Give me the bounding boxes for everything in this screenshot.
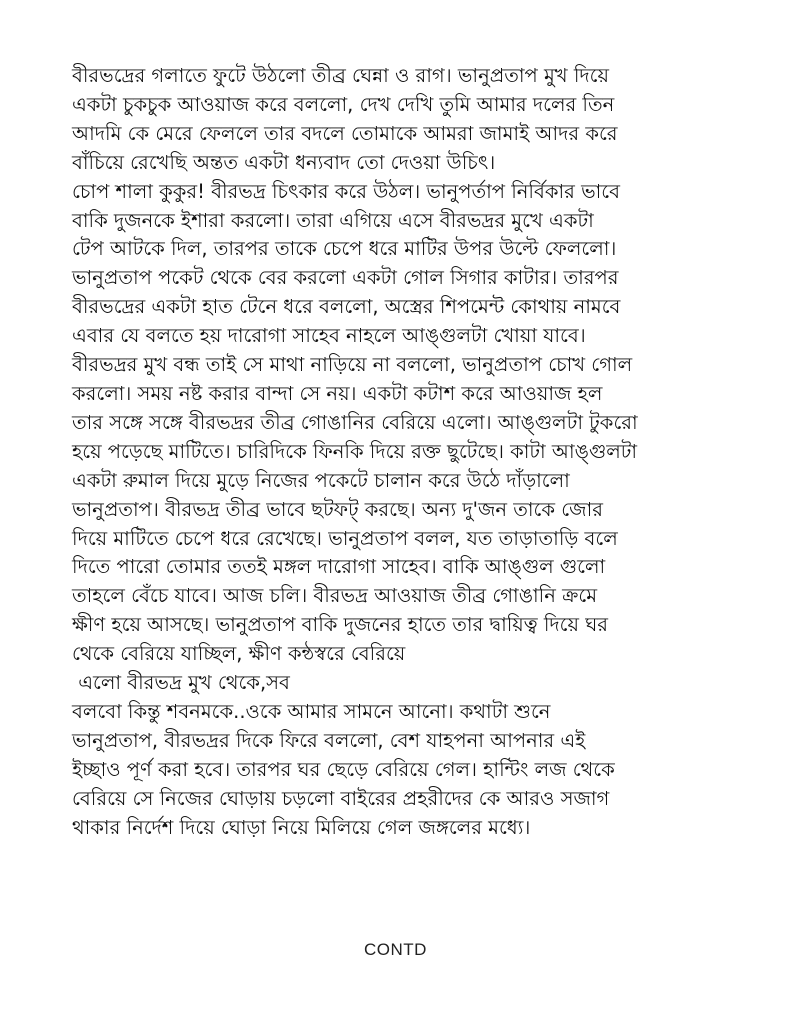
text-line: বলবো কিন্তু শবনমকে..ওকে আমার সামনে আনো। কথাটা শুনে bbox=[72, 699, 551, 723]
text-line: দিয়ে মাটিতে চেপে ধরে রেখেছে। ভানুপ্রতাপ বলল, যত তাড়াতাড়ি বলে bbox=[72, 526, 618, 550]
text-line: তার সঙ্গে সঙ্গে বীরভদ্রর তীব্র গোঙানির বেরিয়ে এলো। আঙ্গুলটা টুকরো bbox=[72, 410, 638, 434]
text-line: ক্ষীণ হয়ে আসছে। ভানুপ্রতাপ বাকি দুজনের হাতে তার দ্বায়িত্ব দিয়ে ঘর bbox=[72, 613, 608, 637]
text-line: ভানুপ্রতাপ, বীরভদ্রর দিকে ফিরে বললো, বেশ যাহপনা আপনার এই bbox=[72, 728, 586, 752]
text-line: এবার যে বলতে হয় দারোগা সাহেব নাহলে আঙ্গুলটা খোয়া যাবে। bbox=[72, 324, 586, 348]
text-line: একটা চুকচুক আওয়াজ করে বললো, দেখ দেখি তুমি আমার দলের তিন bbox=[72, 92, 615, 116]
text-line: আদমি কে মেরে ফেললে তার বদলে তোমাকে আমরা জামাই আদর করে bbox=[72, 121, 618, 145]
text-line: দিতে পারো তোমার ততই মঙ্গল দারোগা সাহেব। বাকি আঙ্গুল গুলো bbox=[72, 555, 606, 579]
text-line: টেপ আটকে দিল, তারপর তাকে চেপে ধরে মাটির উপর উল্টে ফেললো। bbox=[72, 237, 617, 261]
text-line: ভানুপ্রতাপ পকেট থেকে বের করলো একটা গোল সিগার কাটার। তারপর bbox=[72, 266, 619, 290]
text-line: থাকার নির্দেশ দিয়ে ঘোড়া নিয়ে মিলিয়ে গেল জঙ্গলের মধ্যে। bbox=[72, 815, 531, 839]
text-line: বাঁচিয়ে রেখেছি অন্তত একটা ধন্যবাদ তো দেওয়া উচিৎ। bbox=[72, 150, 496, 174]
text-line: বীরভদ্রের গলাতে ফুটে উঠলো তীব্র ঘেন্না ও রাগ। ভানুপ্রতাপ মুখ দিয়ে bbox=[72, 64, 609, 87]
continued-footer: CONTD bbox=[364, 940, 427, 959]
text-line: এলো বীরভদ্র মুখ থেকে,সব bbox=[72, 671, 290, 695]
text-line: চোপ শালা কুকুর! বীরভদ্র চিৎকার করে উঠল। ভানুপর্তাপ নির্বিকার ভাবে bbox=[72, 179, 620, 203]
text-line: থেকে বেরিয়ে যাচ্ছিল, ক্ষীণ কন্ঠস্বরে বেরিয়ে bbox=[72, 642, 406, 666]
text-line: ইচ্ছাও পূর্ণ করা হবে। তারপর ঘর ছেড়ে বেরিয়ে গেল। হান্টিং লজ থেকে bbox=[72, 757, 615, 781]
text-line: একটা রুমাল দিয়ে মুড়ে নিজের পকেটে চালান করে উঠে দাঁড়ালো bbox=[72, 468, 570, 492]
story-text bbox=[72, 62, 752, 842]
text-line: হয়ে পড়েছে মাটিতে। চারিদিকে ফিনকি দিয়ে রক্ত ছুটেছে। কাটা আঙ্গুলটা bbox=[72, 439, 638, 463]
text-line: তাহলে বেঁচে যাবে। আজ চলি। বীরভদ্র আওয়াজ তীব্র গোঙানি ক্রমে bbox=[72, 584, 598, 608]
text-line: করলো। সময় নষ্ট করার বান্দা সে নয়। একটা কটাশ করে আওয়াজ হল bbox=[72, 381, 603, 405]
text-line: ভানুপ্রতাপ। বীরভদ্র তীব্র ভাবে ছটফট্ করছে। অন্য দু'জন তাকে জোর bbox=[72, 497, 603, 521]
text-line: বীরভদ্রের একটা হাত টেনে ধরে বললো, অস্ত্রের শিপমেন্ট কোথায় নামবে bbox=[72, 295, 621, 319]
text-line: বাকি দুজনকে ইশারা করলো। তারা এগিয়ে এসে বীরভদ্রর মুখে একটা bbox=[72, 208, 594, 232]
text-line: বীরভদ্রর মুখ বন্ধ তাই সে মাথা নাড়িয়ে না বললো, ভানুপ্রতাপ চোখ গোল bbox=[72, 353, 633, 377]
text-line: বেরিয়ে সে নিজের ঘোড়ায় চড়লো বাইরের প্রহরীদের কে আরও সজাগ bbox=[72, 786, 610, 810]
